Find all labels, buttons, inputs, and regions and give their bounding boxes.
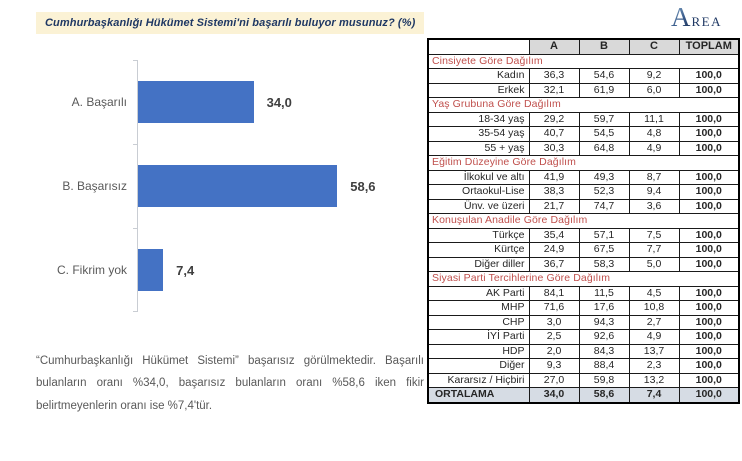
- row-label: Türkçe: [428, 228, 529, 243]
- section-header-label: Yaş Grubuna Göre Dağılım: [428, 98, 739, 113]
- value-cell: 58,6: [579, 388, 629, 403]
- table-row: [428, 301, 739, 316]
- value-cell: 100,0: [679, 141, 739, 156]
- table-row: [428, 83, 739, 98]
- section-header-row: [428, 272, 739, 287]
- bar-row: [40, 228, 376, 312]
- logo-letter-a: A: [671, 2, 691, 32]
- row-label: İlkokul ve altı: [428, 170, 529, 185]
- value-cell: 52,3: [579, 185, 629, 200]
- section-header-label: Siyasi Parti Tercihlerine Göre Dağılım: [428, 272, 739, 287]
- row-label: Kadın: [428, 69, 529, 84]
- value-cell: 41,9: [529, 170, 579, 185]
- value-cell: 36,3: [529, 69, 579, 84]
- section-header-row: [428, 156, 739, 171]
- row-label: AK Parti: [428, 286, 529, 301]
- table-row: [428, 199, 739, 214]
- value-cell: 100,0: [679, 344, 739, 359]
- value-cell: 74,7: [579, 199, 629, 214]
- value-cell: 34,0: [529, 388, 579, 403]
- value-cell: 100,0: [679, 199, 739, 214]
- bar-category-label: C. Fikrim yok: [57, 263, 127, 277]
- logo-text: REA: [691, 14, 722, 29]
- value-cell: 100,0: [679, 112, 739, 127]
- value-cell: 100,0: [679, 127, 739, 142]
- row-label: Erkek: [428, 83, 529, 98]
- table-row: [428, 373, 739, 388]
- value-cell: 100,0: [679, 69, 739, 84]
- value-cell: 13,7: [629, 344, 679, 359]
- value-cell: 100,0: [679, 228, 739, 243]
- value-cell: 9,2: [629, 69, 679, 84]
- value-cell: 92,6: [579, 330, 629, 345]
- corner-cell: [428, 39, 529, 54]
- value-cell: 2,5: [529, 330, 579, 345]
- value-cell: 64,8: [579, 141, 629, 156]
- row-label: Diğer diller: [428, 257, 529, 272]
- row-label: Ünv. ve üzeri: [428, 199, 529, 214]
- value-cell: 4,8: [629, 127, 679, 142]
- table-row: [428, 69, 739, 84]
- table-row: [428, 185, 739, 200]
- value-cell: 100,0: [679, 286, 739, 301]
- bar-value-label: 58,6: [350, 178, 376, 194]
- value-cell: 7,4: [629, 388, 679, 403]
- value-cell: 58,3: [579, 257, 629, 272]
- value-cell: 5,0: [629, 257, 679, 272]
- row-label: 35-54 yaş: [428, 127, 529, 142]
- value-cell: 40,7: [529, 127, 579, 142]
- value-cell: 100,0: [679, 301, 739, 316]
- bar: [138, 165, 337, 207]
- value-cell: 59,8: [579, 373, 629, 388]
- row-label: İYİ Parti: [428, 330, 529, 345]
- value-cell: 11,5: [579, 286, 629, 301]
- value-cell: 24,9: [529, 243, 579, 258]
- column-header-toplam: TOPLAM: [679, 39, 739, 54]
- section-header-row: [428, 98, 739, 113]
- value-cell: 54,5: [579, 127, 629, 142]
- value-cell: 100,0: [679, 257, 739, 272]
- table-row: [428, 127, 739, 142]
- value-cell: 17,6: [579, 301, 629, 316]
- value-cell: 11,1: [629, 112, 679, 127]
- page-title: Cumhurbaşkanlığı Hükümet Sistemi'ni başarılı buluyor musunuz? (%): [36, 12, 424, 34]
- value-cell: 4,9: [629, 330, 679, 345]
- table-row: [428, 228, 739, 243]
- value-cell: 4,9: [629, 141, 679, 156]
- table-row: [428, 170, 739, 185]
- value-cell: 59,7: [579, 112, 629, 127]
- bar-chart-rows: [40, 60, 376, 312]
- value-cell: 4,5: [629, 286, 679, 301]
- value-cell: 2,3: [629, 359, 679, 374]
- row-label: 55 + yaş: [428, 141, 529, 156]
- value-cell: 67,5: [579, 243, 629, 258]
- value-cell: 88,4: [579, 359, 629, 374]
- bar-chart: [40, 60, 376, 312]
- section-header-label: Konuşulan Anadile Göre Dağılım: [428, 214, 739, 229]
- crosstab-table: [427, 38, 740, 404]
- value-cell: 49,3: [579, 170, 629, 185]
- bar-category-label: A. Başarılı: [71, 95, 127, 109]
- row-label: Kararsız / Hiçbiri: [428, 373, 529, 388]
- value-cell: 100,0: [679, 185, 739, 200]
- table-row: [428, 359, 739, 374]
- section-header-row: [428, 214, 739, 229]
- value-cell: 36,7: [529, 257, 579, 272]
- value-cell: 6,0: [629, 83, 679, 98]
- value-cell: 10,8: [629, 301, 679, 316]
- bar-category-label: B. Başarısız: [62, 179, 127, 193]
- bar-track: [137, 60, 376, 144]
- summary-paragraph: “Cumhurbaşkanlığı Hükümet Sistemi” başarısız görülmektedir. Başarılı bulanların oranı %34,0, başarısız bulanların oranı %58,6 iken fikir belirtmeyenlerin oranı ise %7,4'tür.: [36, 355, 424, 412]
- table-row: [428, 286, 739, 301]
- table-row: [428, 243, 739, 258]
- table-row: [428, 257, 739, 272]
- value-cell: 8,7: [629, 170, 679, 185]
- value-cell: 38,3: [529, 185, 579, 200]
- column-header-b: B: [579, 39, 629, 54]
- bar-track: [137, 144, 376, 228]
- value-cell: 100,0: [679, 315, 739, 330]
- table-row: [428, 388, 739, 403]
- value-cell: 9,3: [529, 359, 579, 374]
- value-cell: 13,2: [629, 373, 679, 388]
- value-cell: 35,4: [529, 228, 579, 243]
- bar-value-label: 34,0: [266, 94, 292, 110]
- row-label: HDP: [428, 344, 529, 359]
- value-cell: 100,0: [679, 83, 739, 98]
- row-label: Diğer: [428, 359, 529, 374]
- value-cell: 61,9: [579, 83, 629, 98]
- bar: [138, 249, 163, 291]
- value-cell: 94,3: [579, 315, 629, 330]
- value-cell: 71,6: [529, 301, 579, 316]
- value-cell: 32,1: [529, 83, 579, 98]
- value-cell: 84,3: [579, 344, 629, 359]
- table-row: [428, 330, 739, 345]
- row-label: Ortaokul-Lise: [428, 185, 529, 200]
- section-header-row: [428, 54, 739, 69]
- value-cell: 100,0: [679, 359, 739, 374]
- value-cell: 57,1: [579, 228, 629, 243]
- row-label: 18-34 yaş: [428, 112, 529, 127]
- table-row: [428, 112, 739, 127]
- value-cell: 21,7: [529, 199, 579, 214]
- table-row: [428, 315, 739, 330]
- bar-row: [40, 144, 376, 228]
- value-cell: 54,6: [579, 69, 629, 84]
- table-body: [428, 54, 739, 403]
- bar-row: [40, 60, 376, 144]
- value-cell: 7,7: [629, 243, 679, 258]
- value-cell: 100,0: [679, 388, 739, 403]
- bar-track: [137, 228, 376, 312]
- row-label: MHP: [428, 301, 529, 316]
- row-label: Kürtçe: [428, 243, 529, 258]
- bar: [138, 81, 254, 123]
- value-cell: 100,0: [679, 330, 739, 345]
- value-cell: 100,0: [679, 243, 739, 258]
- value-cell: 9,4: [629, 185, 679, 200]
- value-cell: 84,1: [529, 286, 579, 301]
- table-header-row: [428, 39, 739, 54]
- section-header-label: Cinsiyete Göre Dağılım: [428, 54, 739, 69]
- row-label: CHP: [428, 315, 529, 330]
- value-cell: 2,0: [529, 344, 579, 359]
- value-cell: 2,7: [629, 315, 679, 330]
- row-label: ORTALAMA: [428, 388, 529, 403]
- column-header-a: A: [529, 39, 579, 54]
- value-cell: 100,0: [679, 373, 739, 388]
- value-cell: 3,0: [529, 315, 579, 330]
- table-row: [428, 141, 739, 156]
- area-logo: [671, 4, 722, 31]
- value-cell: 100,0: [679, 170, 739, 185]
- value-cell: 3,6: [629, 199, 679, 214]
- value-cell: 7,5: [629, 228, 679, 243]
- column-header-c: C: [629, 39, 679, 54]
- value-cell: 29,2: [529, 112, 579, 127]
- value-cell: 27,0: [529, 373, 579, 388]
- bar-value-label: 7,4: [176, 262, 195, 278]
- section-header-label: Eğitim Düzeyine Göre Dağılım: [428, 156, 739, 171]
- table-row: [428, 344, 739, 359]
- value-cell: 30,3: [529, 141, 579, 156]
